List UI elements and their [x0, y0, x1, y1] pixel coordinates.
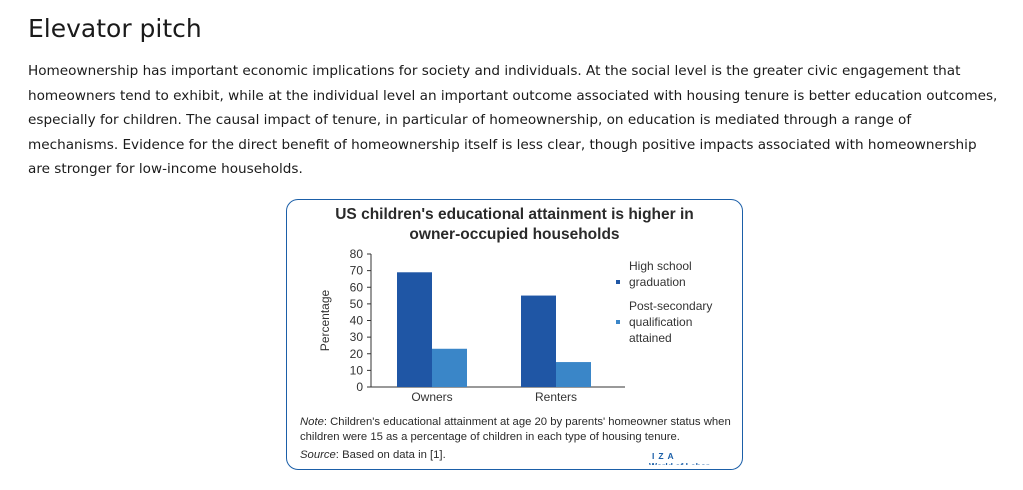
- bar-renters-series-2: [556, 362, 591, 387]
- chart: [287, 200, 742, 410]
- intro-paragraph: Homeownership has important economic implications for society and individuals. At the social level is the greater civic engagement that homeowners tend to exhibit, while at the individual level an important outcome associated with housing tenure is better education outcomes, especially for children. The causal impact of tenure, in particular of homeownership, on education is mediated through a range of mechanisms. Evidence for the direct benefit of homeownership itself is less clear, though positive impacts associated with homeownership are stronger for low-income households.: [28, 63, 998, 178]
- x-category-label: Owners: [411, 390, 453, 404]
- bar-owners-series-1: [397, 272, 432, 387]
- source-label: Source: [300, 449, 336, 461]
- figure-source: [300, 449, 446, 461]
- y-tick-label: 0: [356, 380, 363, 394]
- y-tick-label: 60: [349, 280, 363, 295]
- legend-swatch: [616, 280, 620, 284]
- y-tick-label: 80: [349, 247, 363, 261]
- legend-swatch: [616, 320, 620, 324]
- legend-label: High school: [629, 259, 692, 273]
- y-tick-label: 70: [349, 263, 363, 278]
- legend-label: qualification: [629, 315, 693, 329]
- y-tick-label: 20: [349, 346, 363, 361]
- chart-title-line-2: owner-occupied households: [409, 226, 620, 243]
- note-label: Note: [300, 416, 324, 428]
- legend-label: attained: [629, 331, 672, 345]
- note-text: : Children's educational attainment at age 20 by parents' homeowner status when children were 15 as a percentage of children in each type of housing tenure.: [300, 416, 731, 443]
- y-axis-label: Percentage: [318, 289, 332, 352]
- y-tick-label: 30: [349, 330, 363, 345]
- logo-iza-text: IZA: [652, 451, 678, 461]
- figure-note: [300, 415, 740, 445]
- figure-card: [286, 199, 743, 470]
- y-tick-label: 50: [349, 296, 363, 311]
- y-tick-label: 10: [349, 363, 363, 378]
- chart-title-line-1: US children's educational attainment is higher in: [335, 206, 694, 223]
- y-tick-label: 40: [349, 313, 363, 328]
- section-heading: Elevator pitch: [28, 14, 202, 43]
- frame-gap: [645, 465, 735, 470]
- legend-label: Post-secondary: [629, 299, 713, 313]
- legend-label: graduation: [629, 275, 686, 289]
- bar-owners-series-2: [432, 349, 467, 387]
- bar-renters-series-1: [521, 296, 556, 387]
- source-text: : Based on data in [1].: [335, 449, 446, 461]
- x-category-label: Renters: [534, 390, 578, 404]
